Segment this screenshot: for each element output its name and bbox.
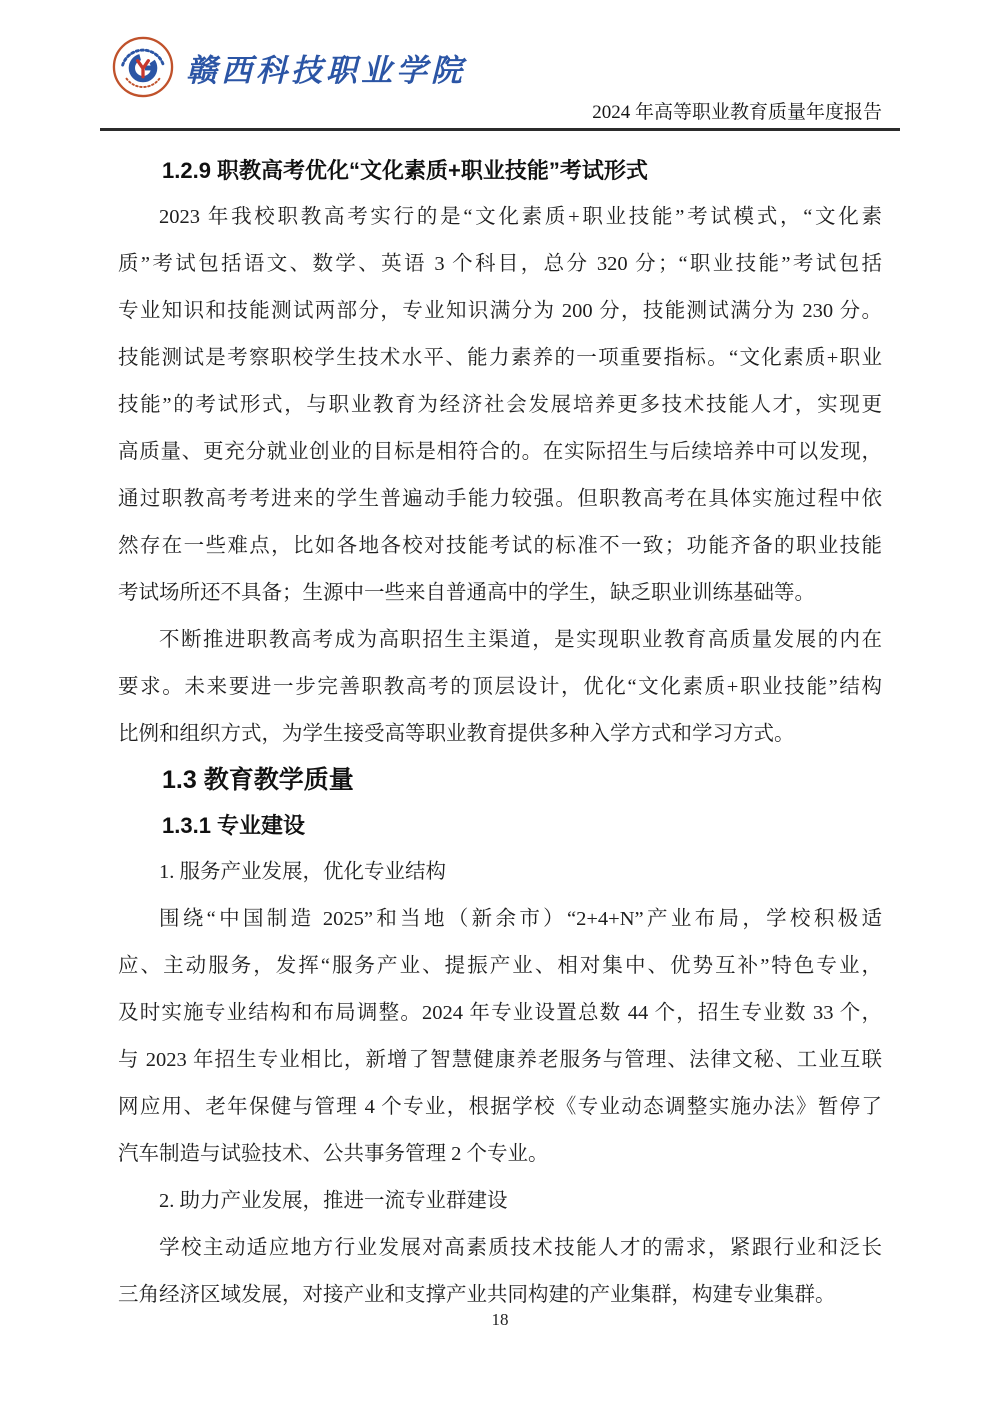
text-line: 质”考试包括语文、数学、英语 3 个科目，总分 320 分；“职业技能”考试包括 [118,253,882,275]
text-line: 不断推进职教高考成为高职招生主渠道，是实现职业教育高质量发展的内在 [159,629,882,651]
page-number: 18 [491,1310,509,1329]
list-item-1: 1. 服务产业发展，优化专业结构 [159,861,446,883]
paragraph-exam-mode [118,194,882,617]
page-header [100,0,900,131]
text-line: 技能”的考试形式，与职业教育为经济社会发展培养更多技术技能人才，实现更 [118,394,882,416]
school-logo-group [112,36,466,98]
text-line: 通过职教高考考进来的学生普遍动手能力较强。但职教高考在具体实施过程中依 [118,488,882,510]
text-line: 要求。未来要进一步完善职教高考的顶层设计，优化“文化素质+职业技能”结构 [118,676,882,698]
heading-1-3-1: 1.3.1 专业建设 [162,813,306,838]
text-line: 学校主动适应地方行业发展对高素质技术技能人才的需求，紧跟行业和泛长 [159,1237,882,1259]
school-name: 赣西科技职业学院 [186,52,466,88]
report-title: 2024 年高等职业教育质量年度报告 [592,102,882,123]
text-line: 比例和组织方式，为学生接受高等职业教育提供多种入学方式和学习方式。 [118,723,795,745]
text-line: 技能测试是考察职校学生技术水平、能力素养的一项重要指标。“文化素质+职业 [118,347,882,369]
text-line: 考试场所还不具备；生源中一些来自普通高中的学生，缺乏职业训练基础等。 [118,582,815,604]
list-item-2: 2. 助力产业发展，推进一流专业群建设 [159,1190,508,1212]
text-line: 汽车制造与试验技术、公共事务管理 2 个专业。 [118,1143,549,1165]
text-line: 三角经济区域发展，对接产业和支撑产业共同构建的产业集群，构建专业集群。 [118,1284,836,1306]
heading-1-3: 1.3 教育教学质量 [162,766,354,794]
text-line: 2023 年我校职教高考实行的是“文化素质+职业技能”考试模式，“文化素 [159,206,882,228]
heading-1-2-9: 1.2.9 职教高考优化“文化素质+职业技能”考试形式 [162,158,648,183]
text-line: 专业知识和技能测试两部分，专业知识满分为 200 分，技能测试满分为 230 分。 [118,300,882,322]
text-line: 与 2023 年招生专业相比，新增了智慧健康养老服务与管理、法律文秘、工业互联 [118,1049,882,1071]
text-line: 网应用、老年保健与管理 4 个专业，根据学校《专业动态调整实施办法》暂停了 [118,1096,882,1118]
text-line: 围绕“中国制造 2025”和当地（新余市）“2+4+N”产业布局，学校积极适 [159,908,882,930]
text-line: 然存在一些难点，比如各地各校对技能考试的标准不一致；功能齐备的职业技能 [118,535,882,557]
paragraph-major-cluster [118,1225,882,1319]
paragraph-major-structure [118,896,882,1178]
paragraph-exam-outlook [118,617,882,758]
text-line: 及时实施专业结构和布局调整。2024 年专业设置总数 44 个，招生专业数 33 个， [118,1002,882,1024]
school-emblem-icon [112,36,174,98]
page-body [118,147,882,1319]
text-line: 应、主动服务，发挥“服务产业、提振产业、相对集中、优势互补”特色专业， [118,955,882,977]
text-line: 高质量、更充分就业创业的目标是相符合的。在实际招生与后续培养中可以发现， [118,441,882,463]
page-footer [0,1310,1000,1330]
